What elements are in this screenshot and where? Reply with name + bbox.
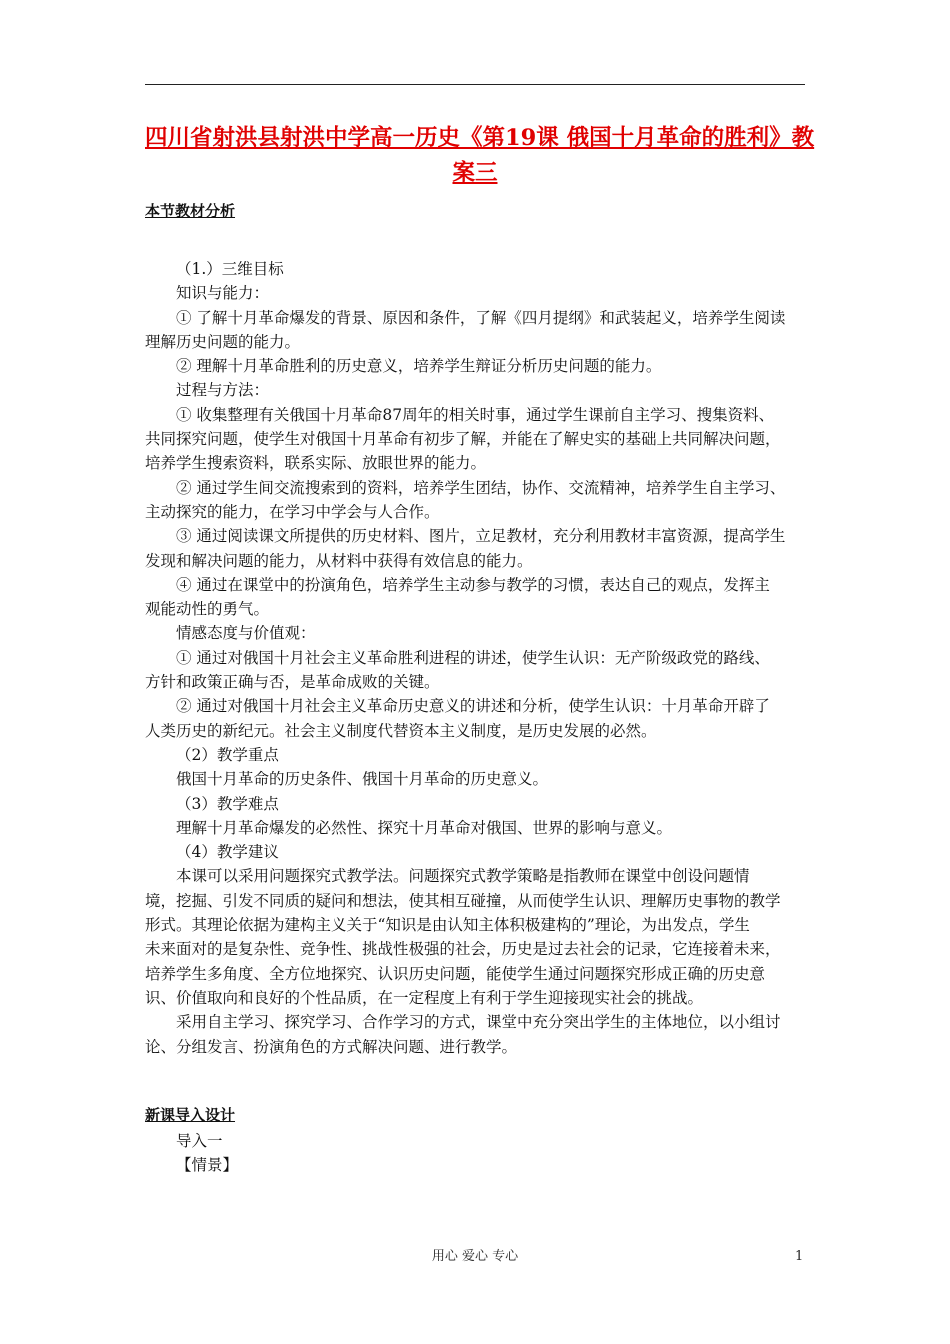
paragraph-line: ① 了解十月革命爆发的背景、原因和条件，了解《四月提纲》和武装起义，培养学生阅读: [176, 308, 786, 327]
paragraph-line: 本课可以采用问题探究式教学法。问题探究式教学策略是指教师在课堂中创设问题情: [176, 867, 750, 886]
paragraph-line: 理解十月革命爆发的必然性、探究十月革命对俄国、世界的影响与意义。: [176, 818, 673, 837]
paragraph-line: （3）教学难点: [176, 794, 279, 813]
section-heading-analysis: 本节教材分析: [145, 202, 236, 220]
page-number: 1: [795, 1249, 804, 1264]
paragraph-line: ④ 通过在课堂中的扮演角色，培养学生主动参与教学的习惯，表达自己的观点，发挥主: [176, 575, 770, 594]
analysis-body: [145, 257, 810, 1059]
paragraph-line: 主动探究的能力，在学习中学会与人合作。: [145, 502, 440, 521]
paragraph-line: 形式。其理论依据为建构主义关于“知识是由认知主体积极建构的”理论，为出发点，学生: [145, 916, 750, 935]
paragraph-line: 培养学生多角度、全方位地探究、认识历史问题，能使学生通过问题探究形成正确的历史意: [145, 964, 766, 983]
document-title-line-2: 案三: [452, 160, 498, 186]
paragraph-line: 未来面对的是复杂性、竞争性、挑战性极强的社会，历史是过去社会的记录，它连接着未来，: [145, 940, 781, 959]
paragraph-line: 论、分组发言、扮演角色的方式解决问题、进行教学。: [145, 1037, 518, 1056]
paragraph-line: 过程与方法：: [176, 381, 270, 400]
paragraph-line: 采用自主学习、探究学习、合作学习的方式，课堂中充分突出学生的主体地位，以小组讨: [176, 1013, 781, 1032]
section-heading-intro: 新课导入设计: [145, 1106, 236, 1124]
paragraph-line: 境，挖掘、引发不同质的疑问和想法，使其相互碰撞，从而使学生认识、理解历史事物的教学: [145, 891, 781, 910]
paragraph-line: 发现和解决问题的能力，从材料中获得有效信息的能力。: [145, 551, 533, 570]
header-rule: [145, 84, 805, 85]
footer-slogan: 用心 爱心 专心: [431, 1249, 519, 1264]
paragraph-line: 观能动性的勇气。: [145, 600, 270, 619]
paragraph-line: 导入一: [176, 1132, 223, 1150]
paragraph-line: 培养学生搜索资料，联系实际、放眼世界的能力。: [145, 454, 487, 473]
paragraph-line: 情感态度与价值观：: [176, 624, 316, 643]
paragraph-line: 识、价值取向和良好的个性品质，在一定程度上有利于学生迎接现实社会的挑战。: [145, 988, 704, 1007]
intro-body: [145, 1129, 810, 1178]
document-title-line-1: 四川省射洪县射洪中学高一历史《第19课 俄国十月革命的胜利》教: [145, 125, 815, 151]
paragraph-line: ① 收集整理有关俄国十月革命87周年的相关时事，通过学生课前自主学习、搜集资料、: [176, 405, 775, 424]
paragraph-line: ② 通过对俄国十月社会主义革命历史意义的讲述和分析，使学生认识：十月革命开辟了: [176, 697, 770, 716]
paragraph-line: ① 通过对俄国十月社会主义革命胜利进程的讲述，使学生认识：无产阶级政党的路线、: [176, 648, 770, 667]
paragraph-line: 【情景】: [176, 1156, 239, 1175]
paragraph-line: 知识与能力：: [176, 284, 270, 303]
paragraph-line: 理解历史问题的能力。: [145, 332, 301, 351]
paragraph-line: 方针和政策正确与否，是革命成败的关键。: [145, 673, 440, 692]
paragraph-line: ② 理解十月革命胜利的历史意义，培养学生辩证分析历史问题的能力。: [176, 357, 662, 376]
paragraph-line: （2）教学重点: [176, 745, 279, 764]
paragraph-line: ③ 通过阅读课文所提供的历史材料、图片，立足教材，充分利用教材丰富资源，提高学生: [176, 527, 786, 546]
paragraph-line: 共同探究问题，使学生对俄国十月革命有初步了解，并能在了解史实的基础上共同解决问题，: [145, 430, 781, 449]
paragraph-line: （4）教学建议: [176, 843, 279, 862]
paragraph-line: 人类历史的新纪元。社会主义制度代替资本主义制度，是历史发展的必然。: [145, 721, 657, 740]
paragraph-line: 俄国十月革命的历史条件、俄国十月革命的历史意义。: [176, 770, 549, 789]
paragraph-line: ② 通过学生间交流搜索到的资料，培养学生团结，协作、交流精神，培养学生自主学习、: [176, 478, 786, 497]
paragraph-line: （1.）三维目标: [176, 260, 284, 278]
